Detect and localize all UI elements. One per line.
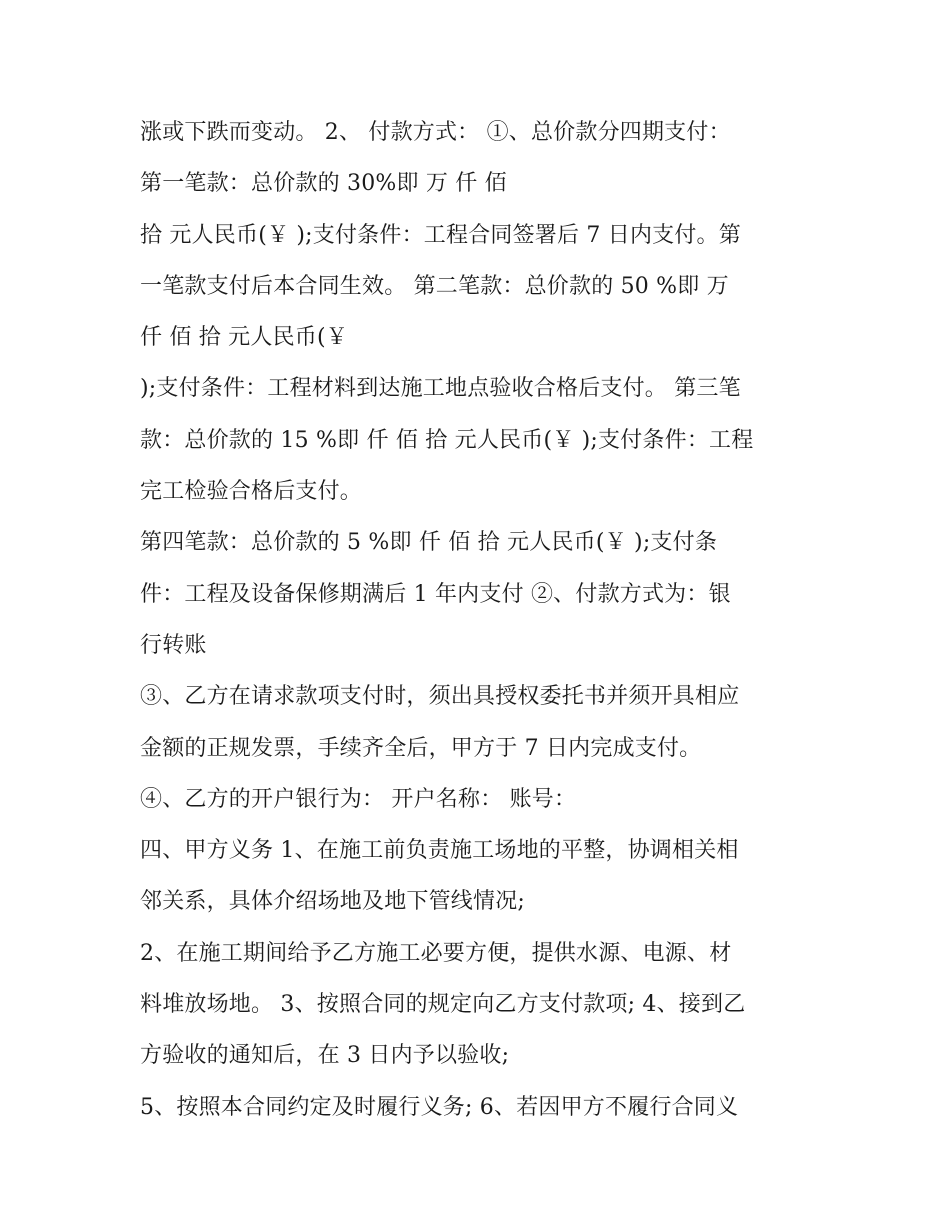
text-line: );支付条件：工程材料到达施工地点验收合格后支付。 第三笔 — [140, 376, 741, 402]
text-line: 第一笔款：总价款的 30%即 万 仟 佰 — [140, 171, 507, 197]
document-body — [140, 107, 820, 1133]
text-line: 第四笔款：总价款的 5 %即 仟 佰 拾 元人民币(￥ );支付条 — [140, 530, 718, 556]
text-line: 完工检验合格后支付。 — [140, 479, 363, 505]
text-line: 5、按照本合同约定及时履行义务; 6、若因甲方不履行合同义 — [140, 1094, 739, 1120]
text-line: 涨或下跌而变动。 2、 付款方式： ①、总价款分四期支付： — [140, 120, 731, 145]
text-line: 邻关系，具体介绍场地及地下管线情况; — [140, 889, 526, 915]
text-line: 料堆放场地。 3、按照合同的规定向乙方支付款项; 4、接到乙 — [140, 992, 746, 1018]
text-line: 件：工程及设备保修期满后 1 年内支付 ②、付款方式为：银 — [140, 581, 731, 607]
text-line: 方验收的通知后，在 3 日内予以验收; — [140, 1043, 510, 1069]
text-line: ③、乙方在请求款项支付时，须出具授权委托书并须开具相应 — [140, 684, 740, 710]
text-line: 款：总价款的 15 %即 仟 佰 拾 元人民币(￥ );支付条件：工程 — [140, 427, 754, 453]
text-line: 拾 元人民币(￥ );支付条件：工程合同签署后 7 日内支付。第 — [140, 222, 741, 248]
text-line: ④、乙方的开户银行为： 开户名称： 账号： — [140, 786, 577, 812]
text-line: 四、甲方义务 1、在施工前负责施工场地的平整，协调相关相 — [140, 838, 739, 864]
text-line: 一笔款支付后本合同生效。 第二笔款：总价款的 50 %即 万 — [140, 273, 729, 299]
text-line: 2、在施工期间给予乙方施工必要方便，提供水源、电源、材 — [140, 940, 732, 966]
text-line: 仟 佰 拾 元人民币(￥ — [140, 325, 348, 351]
text-line: 行转账 — [140, 632, 207, 658]
text-line: 金额的正规发票，手续齐全后，甲方于 7 日内完成支付。 — [140, 735, 702, 761]
